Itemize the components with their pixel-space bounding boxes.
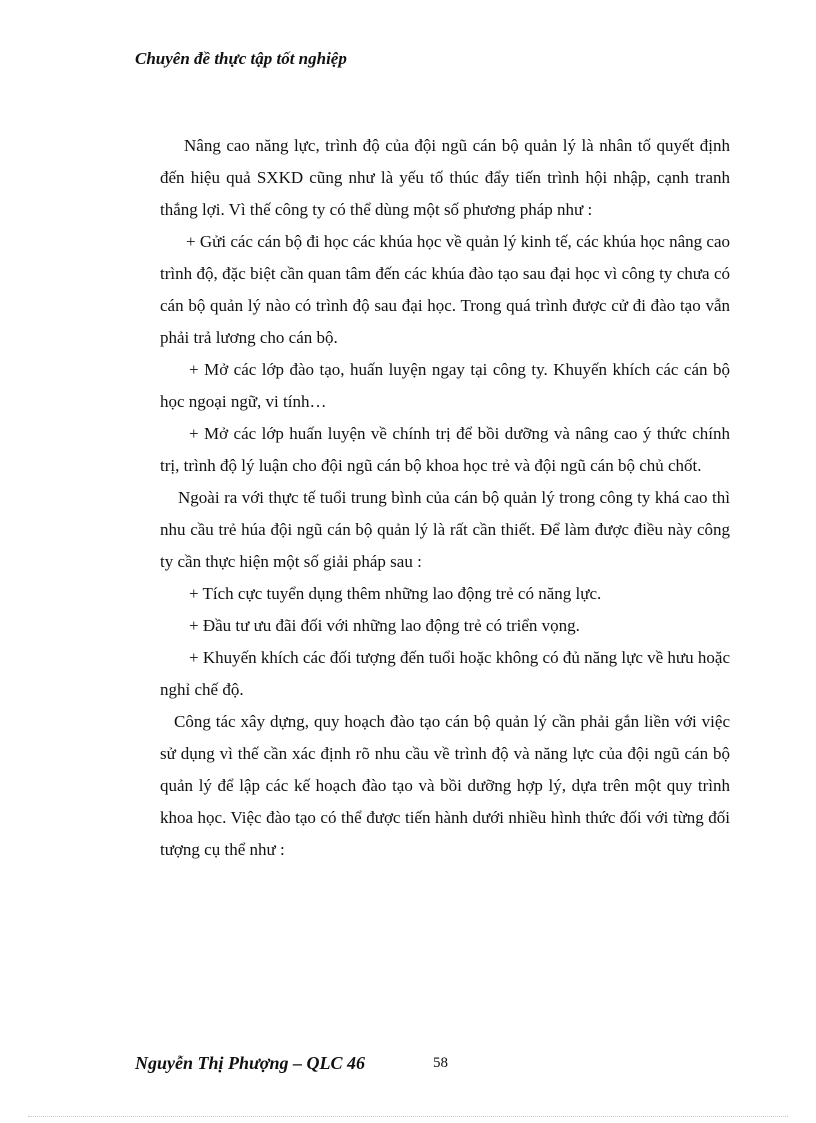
page-body [160, 130, 730, 866]
footer-author: Nguyễn Thị Phượng – QLC 46 [135, 1053, 365, 1073]
list-item-invest-young: + Đầu tư ưu đãi đối với những lao động trẻ có triển vọng. [189, 616, 580, 635]
list-item-onsite-classes: + Mở các lớp đào tạo, huấn luyện ngay tại công ty. Khuyến khích các cán bộ học ngoại ngữ, vi tính… [160, 360, 730, 411]
paragraph-intro: Nâng cao năng lực, trình độ của đội ngũ cán bộ quản lý là nhân tố quyết định đến hiệu quả SXKD cũng như là yếu tố thúc đẩy tiến trình hội nhập, cạnh tranh thắng lợi. Vì thế công ty có thể dùng một số phương pháp như : [160, 136, 730, 219]
list-item-retirement: + Khuyến khích các đối tượng đến tuổi hoặc không có đủ năng lực về hưu hoặc nghỉ chế độ. [160, 648, 730, 699]
list-item-political-training: + Mở các lớp huấn luyện về chính trị để bồi dưỡng và nâng cao ý thức chính trị, trình độ lý luận cho đội ngũ cán bộ khoa học trẻ và đội ngũ cán bộ chủ chốt. [160, 424, 730, 475]
list-item-recruit-young: + Tích cực tuyển dụng thêm những lao động trẻ có năng lực. [189, 584, 602, 603]
page-header-title: Chuyên đề thực tập tốt nghiệp [135, 49, 347, 68]
list-item-training-courses: + Gửi các cán bộ đi học các khúa học về quản lý kinh tế, các khúa học nâng cao trình độ, đặc biệt cần quan tâm đến các khúa đào tạo sau đại học vì công ty chưa có cán bộ quản lý nào có trình độ sau đại học. Trong quá trình được cử đi đào tạo vẫn phải trả lương cho cán bộ. [160, 232, 730, 347]
page-bottom-divider [28, 1116, 788, 1117]
paragraph-planning: Công tác xây dựng, quy hoạch đào tạo cán bộ quản lý cần phải gắn liền với việc sử dụng vì thế cần xác định rõ nhu cầu về trình độ và năng lực của đội ngũ cán bộ quản lý để lập các kế hoạch đào tạo và bồi dưỡng hợp lý, dựa trên một quy trình khoa học. Việc đào tạo có thể được tiến hành dưới nhiều hình thức đối với từng đối tượng cụ thể như : [160, 712, 730, 859]
page-number: 58 [433, 1055, 448, 1071]
paragraph-rejuvenation: Ngoài ra với thực tế tuổi trung bình của cán bộ quản lý trong công ty khá cao thì nhu cầu trẻ húa đội ngũ cán bộ quản lý là rất cần thiết. Để làm được điều này công ty cần thực hiện một số giải pháp sau : [160, 488, 730, 571]
